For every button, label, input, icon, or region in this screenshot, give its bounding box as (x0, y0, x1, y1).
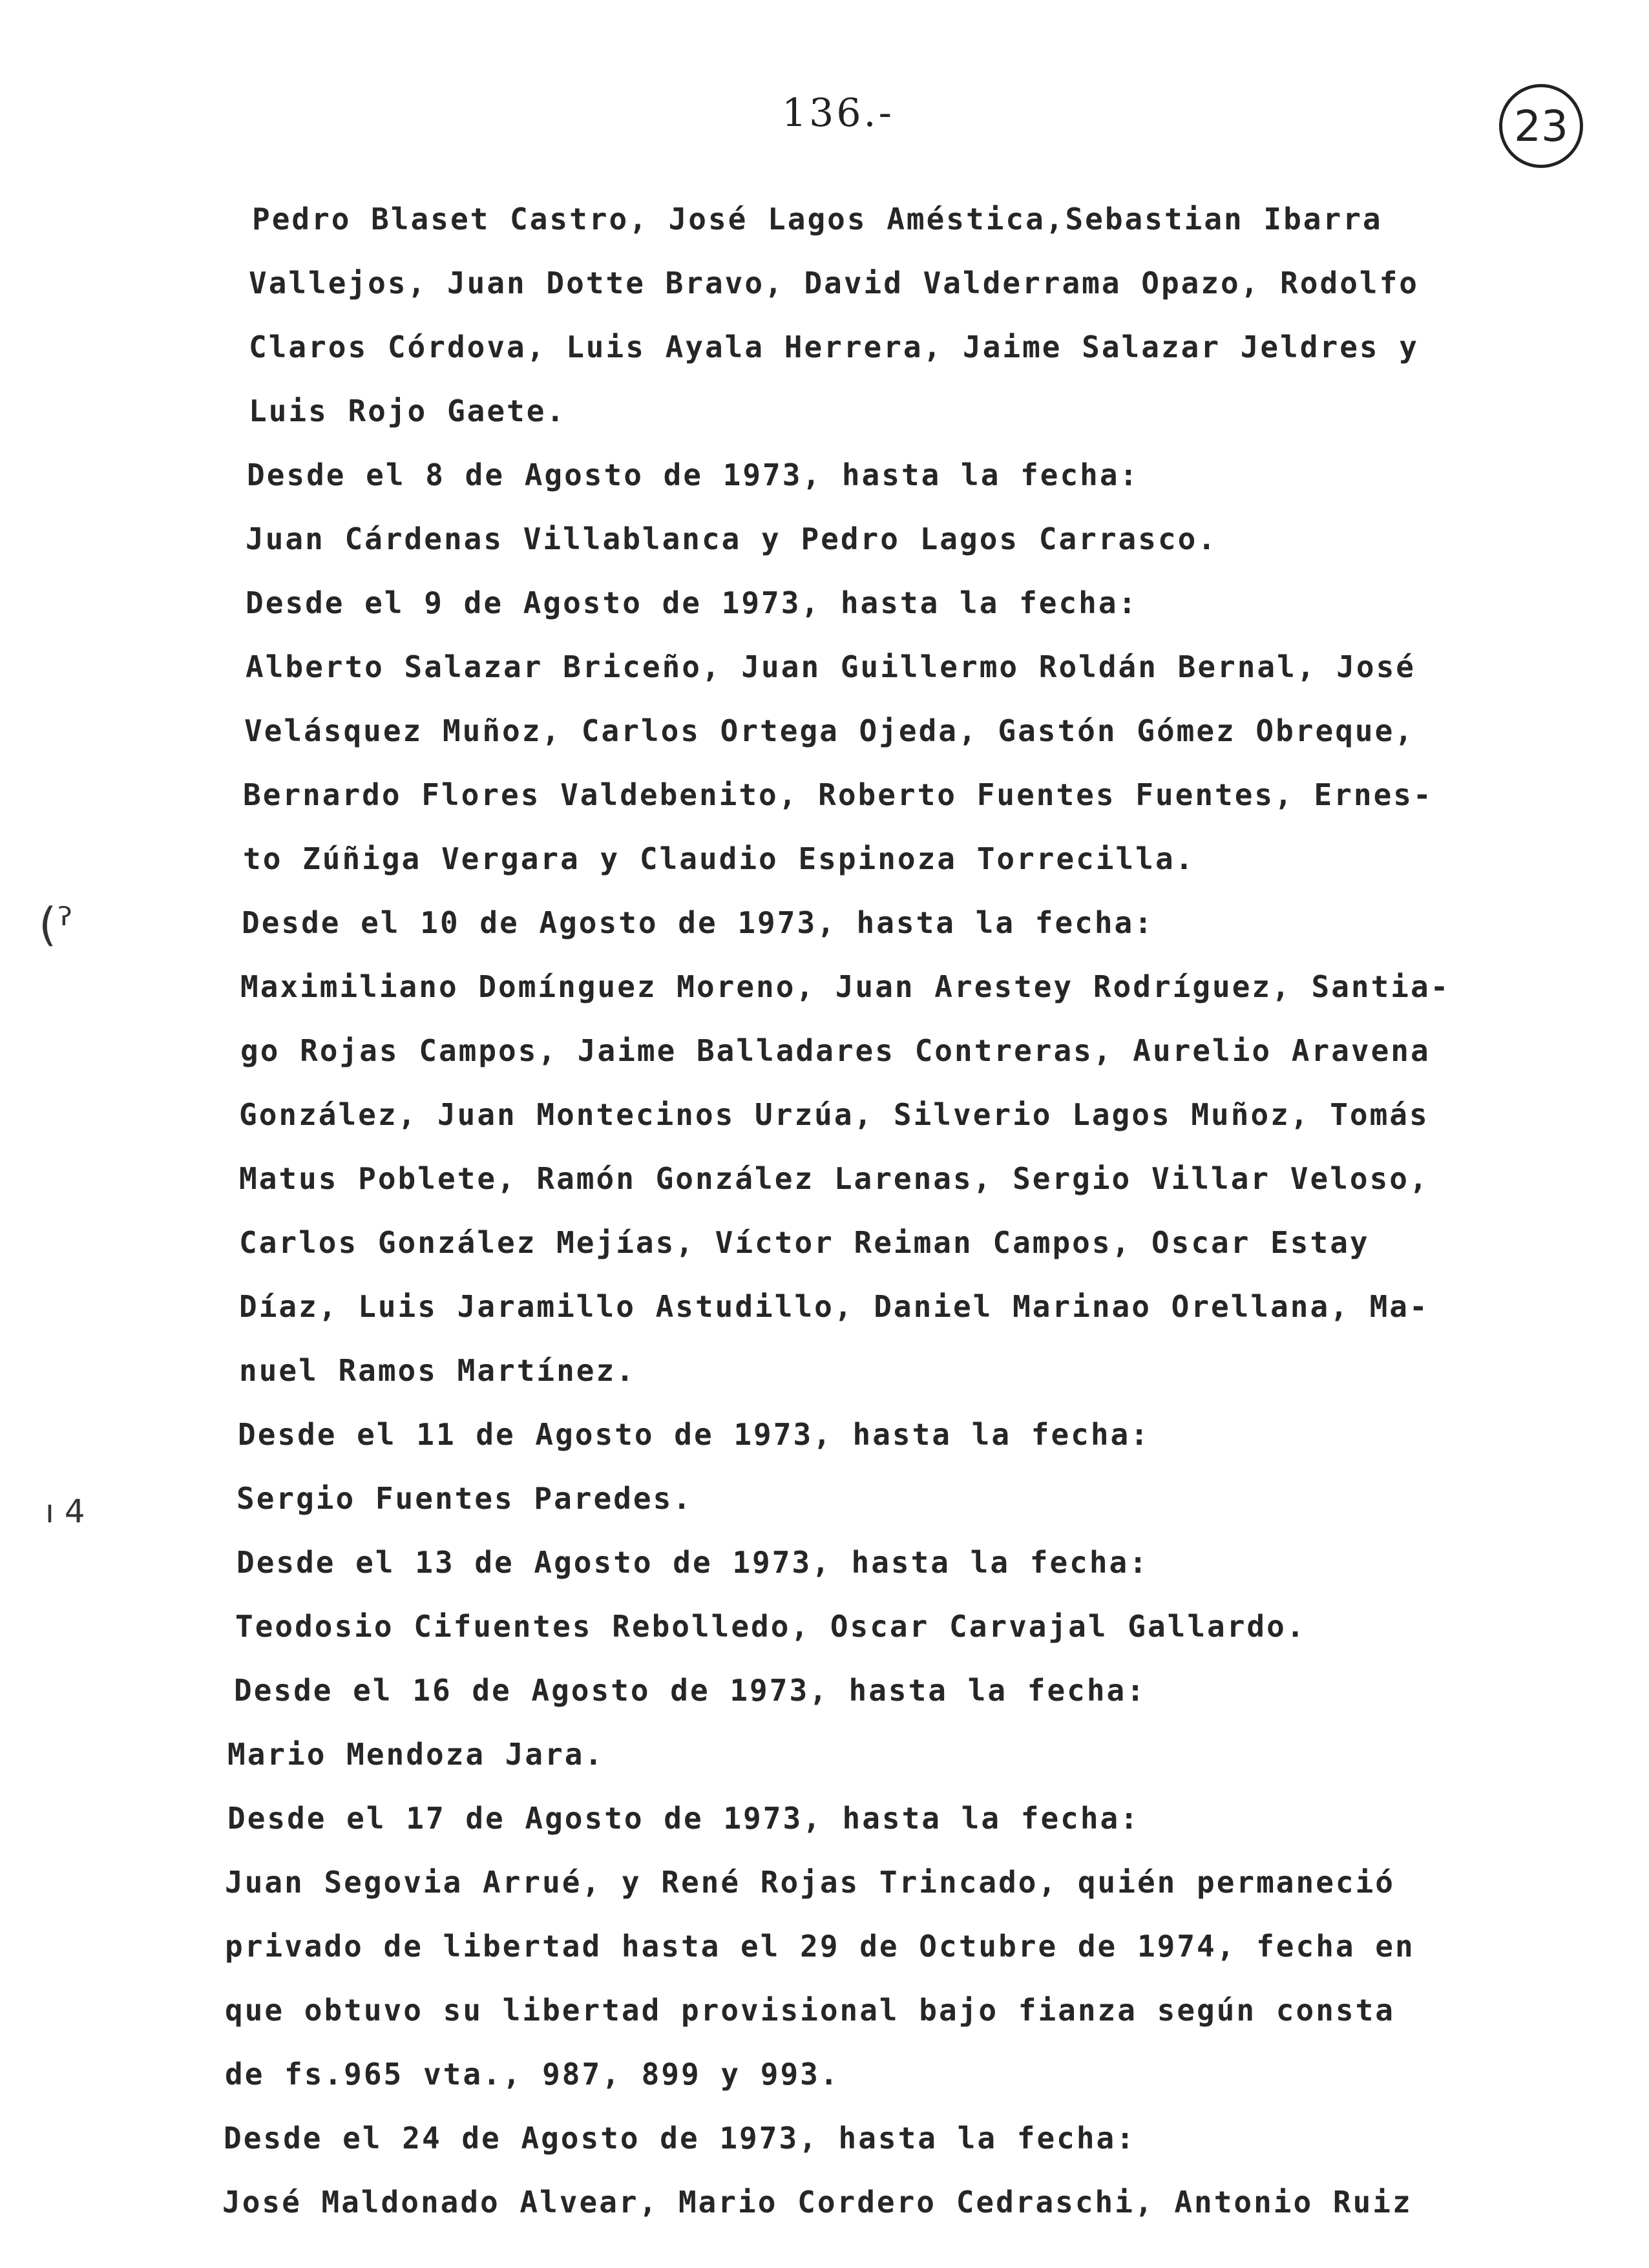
text-line: Luis Rojo Gaete. (249, 394, 567, 428)
section-heading: Desde el 16 de Agosto de 1973, hasta la fecha: (234, 1673, 1146, 1708)
folio-stamp: 23 (1499, 84, 1583, 168)
section-heading: Desde el 8 de Agosto de 1973, hasta la fecha: (247, 457, 1140, 492)
page-number: 136.- (782, 90, 894, 136)
section-heading: Desde el 24 de Agosto de 1973, hasta la fecha: (224, 2121, 1136, 2156)
text-line: que obtuvo su libertad provisional bajo fianza según consta (225, 1993, 1395, 2028)
text-line: Juan Segovia Arrué, y René Rojas Trincado, quién permaneció (225, 1865, 1395, 1900)
text-line: Claros Córdova, Luis Ayala Herrera, Jaime Salazar Jeldres y (249, 330, 1419, 364)
text-line: Mario Mendoza Jara. (227, 1737, 605, 1772)
text-line: to Zúñiga Vergara y Claudio Espinoza Torrecilla. (243, 841, 1195, 876)
text-line: Velásquez Muñoz, Carlos Ortega Ojeda, Gastón Gómez Obreque, (244, 713, 1414, 748)
text-line: Teodosio Cifuentes Rebolledo, Oscar Carvajal Gallardo. (235, 1609, 1307, 1644)
section-heading: Desde el 11 de Agosto de 1973, hasta la fecha: (238, 1417, 1150, 1452)
text-line: Juan Cárdenas Villablanca y Pedro Lagos Carrasco. (246, 521, 1218, 556)
text-line: Sergio Fuentes Paredes. (236, 1481, 693, 1516)
text-line: Matus Poblete, Ramón González Larenas, Sergio Villar Veloso, (239, 1161, 1429, 1196)
text-line: Pedro Blaset Castro, José Lagos Améstica,Sebastian Ibarra (252, 202, 1383, 236)
section-heading: Desde el 17 de Agosto de 1973, hasta la fecha: (227, 1801, 1140, 1836)
text-line: go Rojas Campos, Jaime Balladares Contreras, Aurelio Aravena (240, 1033, 1431, 1068)
body-text (213, 187, 1493, 2234)
section-heading: Desde el 13 de Agosto de 1973, hasta la fecha: (236, 1545, 1149, 1580)
text-line: de fs.965 vta., 987, 899 y 993. (225, 2057, 840, 2092)
text-line: Díaz, Luis Jaramillo Astudillo, Daniel Marinao Orellana, Ma- (239, 1289, 1429, 1324)
text-line: Maximiliano Domínguez Moreno, Juan Arestey Rodríguez, Santia- (240, 969, 1451, 1004)
margin-mark: ı 4 (45, 1493, 85, 1530)
text-line: Bernardo Flores Valdebenito, Roberto Fuentes Fuentes, Ernes- (243, 777, 1433, 812)
margin-mark: (ˀ (39, 898, 74, 951)
text-line: González, Juan Montecinos Urzúa, Silverio Lagos Muñoz, Tomás (239, 1097, 1429, 1132)
section-heading: Desde el 9 de Agosto de 1973, hasta la fecha: (246, 585, 1139, 620)
text-line: Vallejos, Juan Dotte Bravo, David Valderrama Opazo, Rodolfo (249, 266, 1419, 300)
section-heading: Desde el 10 de Agosto de 1973, hasta la fecha: (242, 905, 1154, 940)
text-line: José Maldonado Alvear, Mario Cordero Cedraschi, Antonio Ruiz (222, 2185, 1413, 2220)
text-line: privado de libertad hasta el 29 de Octubre de 1974, fecha en (225, 1929, 1415, 1964)
text-line: Alberto Salazar Briceño, Juan Guillermo Roldán Bernal, José (246, 649, 1416, 684)
text-line: Carlos González Mejías, Víctor Reiman Campos, Oscar Estay (239, 1225, 1370, 1260)
text-line: nuel Ramos Martínez. (239, 1353, 636, 1388)
